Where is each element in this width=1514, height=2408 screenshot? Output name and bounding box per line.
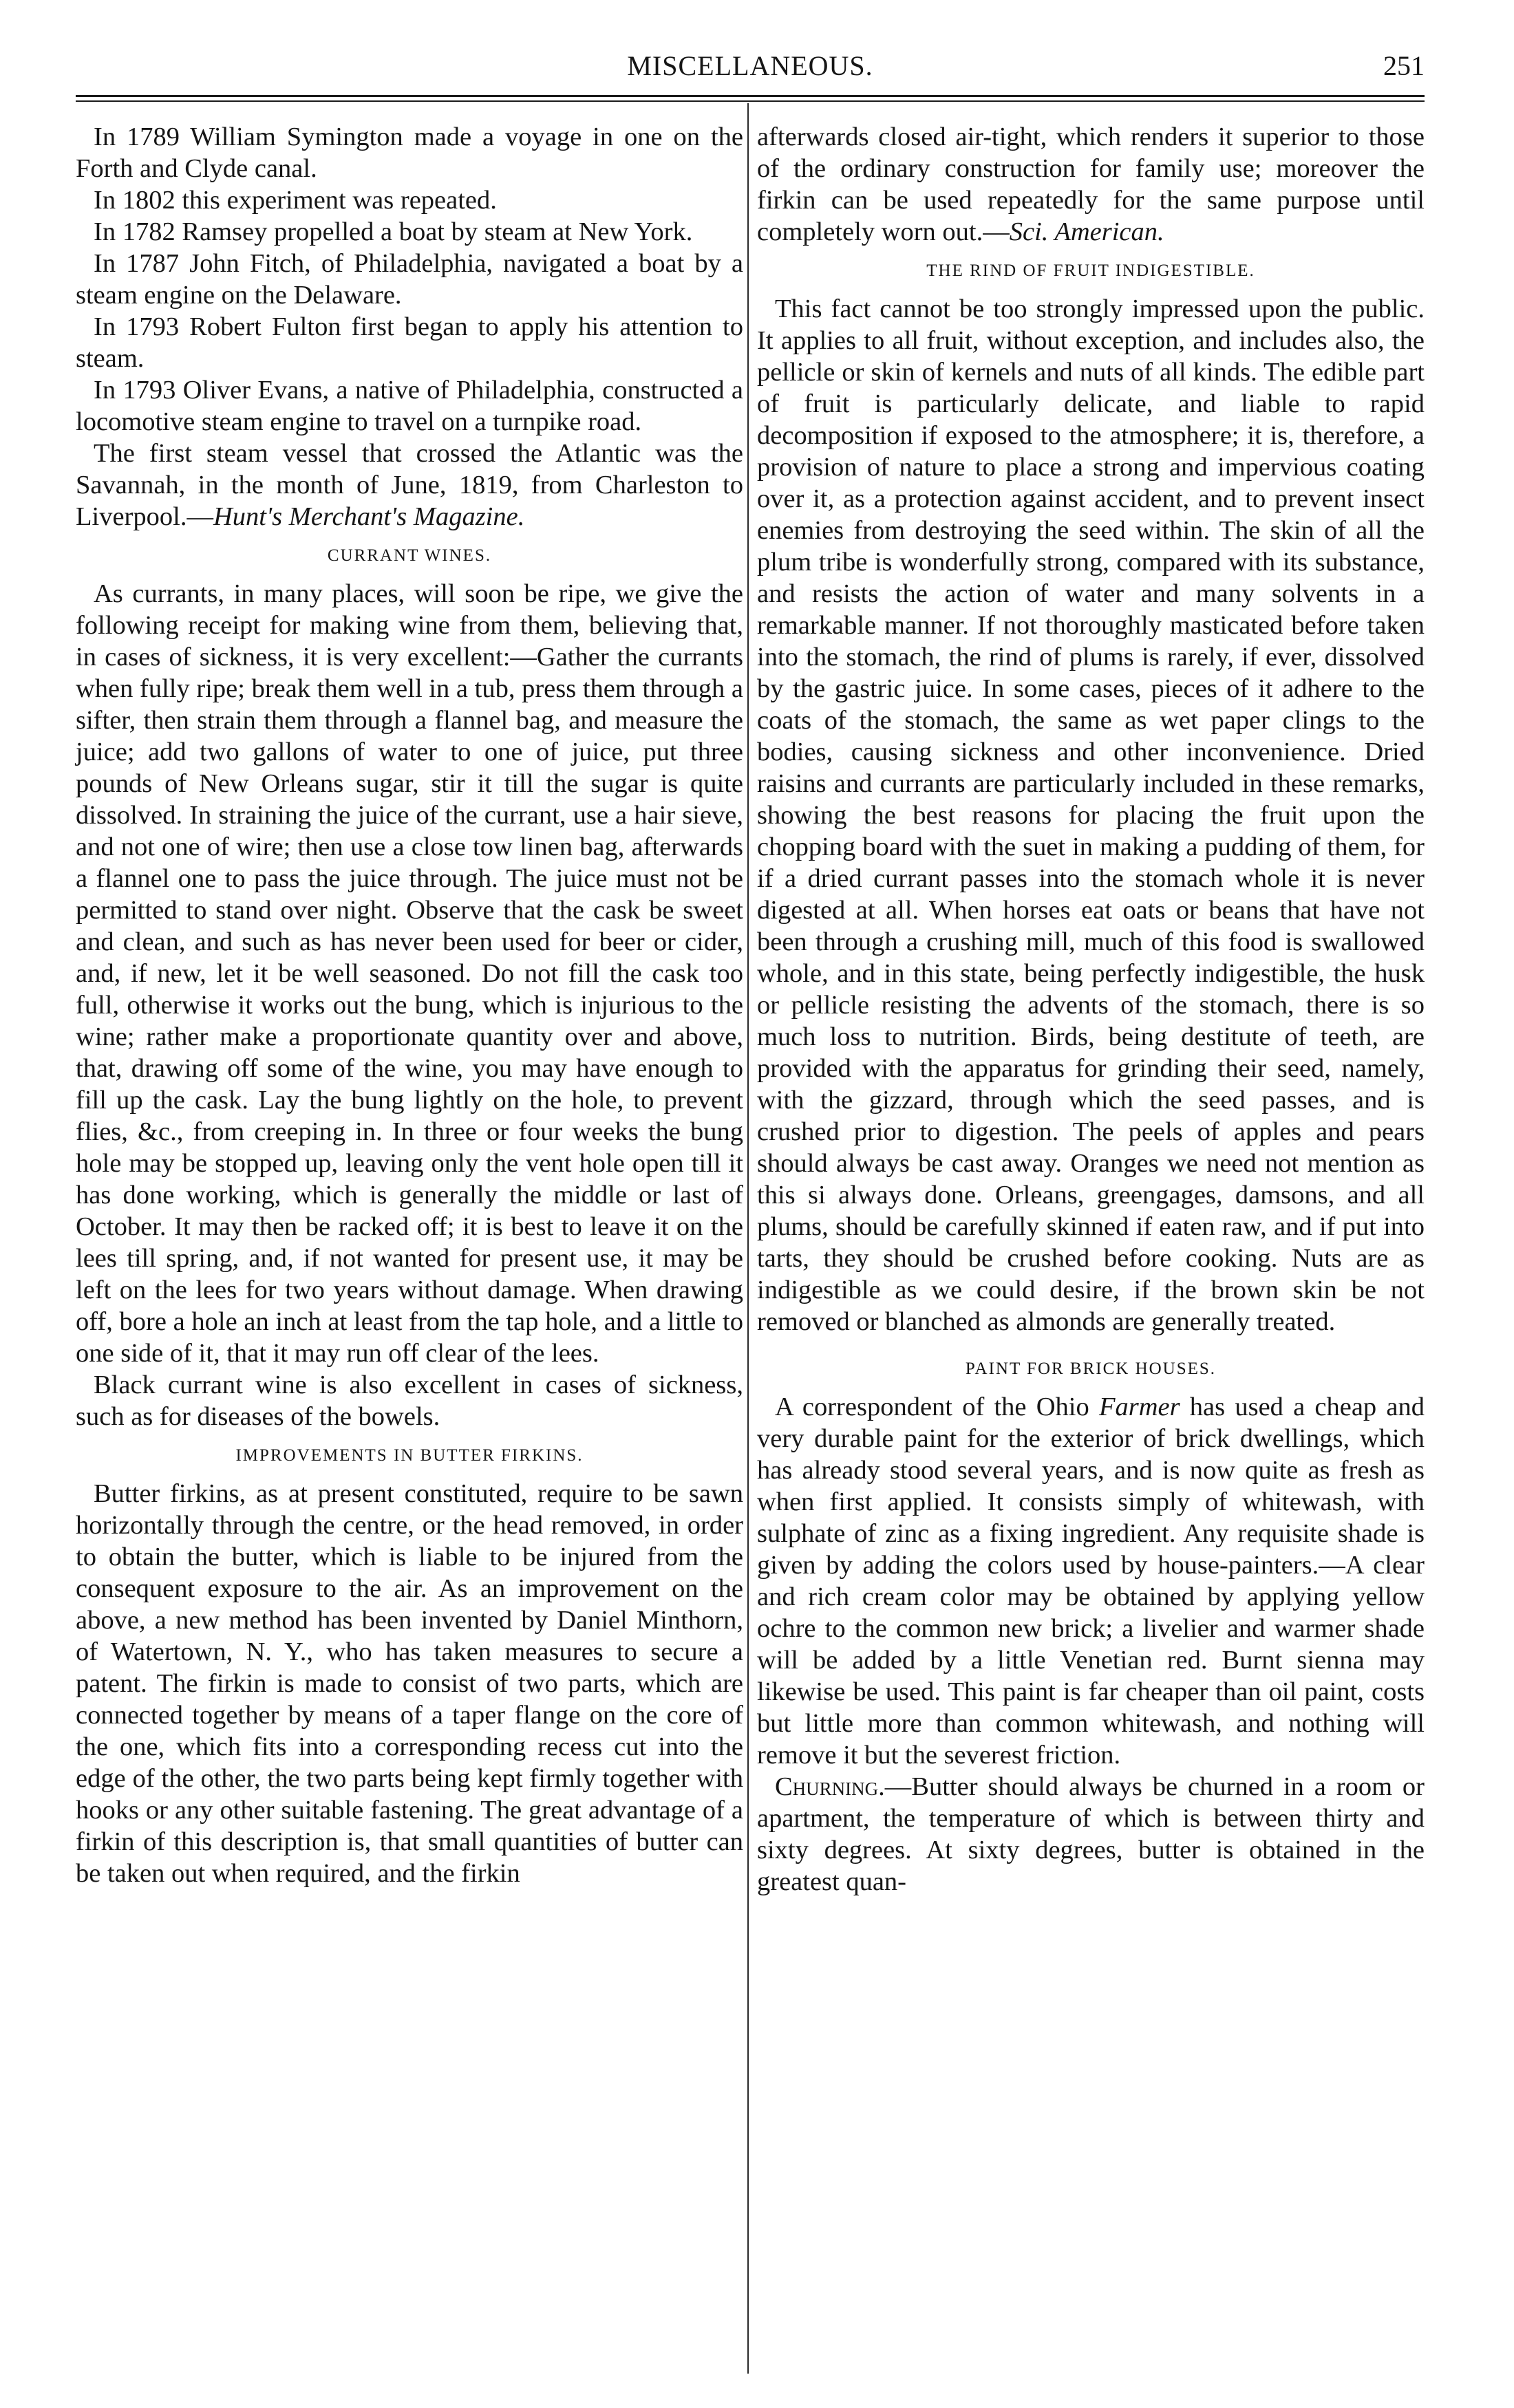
firkin-continuation-paragraph [757,121,1425,248]
header-rule-top [76,95,1425,97]
running-header [76,50,1425,91]
churning-paragraph [757,1771,1425,1898]
steam-history-paragraph: In 1782 Ramsey propelled a boat by steam at New York. [94,217,693,246]
butter-firkins-paragraph: Butter firkins, as at present constituted, require to be sawn horizontally through the centre, or the head removed, in order to obtain the butter, which is liable to be injured from the consequent exposure to the air. As an improvement on the above, a new method has been invented by Daniel Minthorn, of Watertown, N. Y., who has taken measures to secure a patent. The firkin is made to consist of two parts, which are connected together by means of a taper flange on the core of the one, which fits into a corresponding recess cut into the edge of the other, the two parts being kept firmly together with hooks or any other suitable fastening. The great advantage of a firkin of this description is, that small quantities of butter can be taken out when required, and the firkin [76,1479,743,1888]
steam-history-paragraph: In 1793 Oliver Evans, a native of Philadelphia, constructed a locomotive steam engine to travel on a turnpike road. [76,376,743,436]
brick-paint-heading: PAINT FOR BRICK HOUSES. [965,1359,1217,1378]
churning-lead: Churning. [775,1772,885,1801]
churning-text: —Butter should always be churned in a room or apartment, the temperature of which is between thirty and sixty degrees. At sixty degrees, butter is obtained in the greatest quan- [757,1772,1425,1896]
column-divider [747,103,749,2374]
currant-wines-paragraph: As currants, in many places, will soon be ripe, we give the following receipt for making wine from them, believing that, in cases of sickness, it is very excellent:—Gather the currants when fully ripe; break them well in a tub, press them through a sifter, then strain them through a flannel bag, and measure the juice; add two gallons of water to one of juice, put three pounds of New Orleans sugar, stir it till the sugar is quite dissolved. In straining the juice of the currant, use a hair sieve, and not one of wire; then use a close tow linen bag, afterwards a flannel one to pass the juice through. The juice must not be permitted to stand over night. Observe that the cask be sweet and clean, and such as has never been used for beer or cider, and, if new, let it be well seasoned. Do not fill the cask too full, otherwise it works out the bung, which is injurious to the wine; rather make a proportionate quantity over and above, that, drawing off some of the wine, you may have enough to fill up the cask. Lay the bung lightly on the hole, to prevent flies, &c., from creeping in. In three or four weeks the bung hole may be stopped up, leaving only the vent hole open till it has done working, which is generally the middle or last of October. It may then be racked off; it is best to leave it on the lees till spring, and, if not wanted for present use, it may be left on the lees for two years without damage. When drawing off, bore a hole an inch at least from the tap hole, and a little to one side of it, that it may run off clear of the lees. [76,579,743,1368]
left-column [76,121,743,1889]
ohio-farmer-title: Farmer [1098,1393,1180,1421]
brick-paint-text-rest: has used a cheap and very durable paint for the exterior of brick dwellings, which has already stood several years, and is now quite as fresh as when first applied. It consists simply of whitewash, with sulphate of zinc as a fixing ingredient. Any requisite shade is given by adding the colors used by house-painters.—A clear and rich cream color may be obtained by applying yellow ochre to the common new brick; a livelier and warmer shade will be added by a little Venetian red. Burnt sienna may likewise be used. This paint is far cheaper than oil paint, costs but little more than common whitewash, and nothing will remove it but the severest friction. [757,1393,1425,1770]
steam-history-paragraph: In 1793 Robert Fulton first began to apply his attention to steam. [76,312,743,373]
page-number: 251 [1383,50,1425,81]
brick-paint-text-start: A correspondent of the Ohio [775,1393,1099,1421]
firkin-source: Sci. American. [1009,217,1164,246]
savannah-source: Hunt's Merchant's Magazine. [213,502,525,531]
right-column [757,121,1425,1898]
steam-history-paragraph: In 1802 this experiment was repeated. [94,186,497,215]
currant-wines-heading: CURRANT WINES. [327,546,492,565]
savannah-paragraph [76,438,743,533]
steam-history-paragraph: In 1787 John Fitch, of Philadelphia, navigated a boat by a steam engine on the Delaware. [76,249,743,310]
savannah-text: The first steam vessel that crossed the Atlantic was the Savannah, in the month of June, 1819, from Charleston to Liverpool.— [76,439,743,531]
black-currant-paragraph: Black currant wine is also excellent in cases of sickness, such as for diseases of the bowels. [76,1370,743,1431]
header-rule-bottom [76,100,1425,102]
fruit-rind-heading: THE RIND OF FRUIT INDIGESTIBLE. [926,261,1255,280]
firkin-continuation-text: afterwards closed air-tight, which renders it superior to those of the ordinary construction for family use; moreover the firkin can be used repeatedly for the same purpose until completely worn out.— [757,122,1425,246]
fruit-rind-paragraph: This fact cannot be too strongly impressed upon the public. It applies to all fruit, without exception, and includes also, the pellicle or skin of kernels and nuts of all kinds. The edible part of fruit is particularly delicate, and liable to rapid decomposition if exposed to the atmosphere; it is, therefore, a provision of nature to place a strong and impervious coating over it, as a protection against accident, and to prevent insect enemies from destroying the seed within. The skin of all the plum tribe is wonderfully strong, compared with its substance, and resists the action of water and many solvents in a remarkable manner. If not thoroughly masticated before taken into the stomach, the rind of plums is rarely, if ever, dissolved by the gastric juice. In some cases, pieces of it adhere to the coats of the stomach, the same as wet paper clings to the bodies, causing sickness and other inconvenience. Dried raisins and currants are particularly included in these remarks, showing the best reasons for placing the fruit upon the chopping board with the suet in making a pudding of them, for if a dried currant passes into the stomach whole it is never digested at all. When horses eat oats or beans that have not been through a crushing mill, much of this food is swallowed whole, and in this state, being perfectly indigestible, the husk or pellicle resisting the advents of the stomach, there is so much loss to nutrition. Birds, being destitute of teeth, are provided with the apparatus for grinding their seed, namely, with the gizzard, through which the seed passes, and is crushed prior to digestion. The peels of apples and pears should always be cast away. Oranges we need not mention as this si always done. Orleans, greengages, damsons, and all plums, should be carefully skinned if eaten raw, and if put into tarts, they should be crushed before cooking. Nuts are as indigestible as we could desire, if the brown skin be not removed or blanched as almonds are generally treated. [757,294,1425,1336]
brick-paint-paragraph [757,1391,1425,1771]
steam-history-paragraph: In 1789 William Symington made a voyage in one on the Forth and Clyde canal. [76,122,743,183]
page-title: MISCELLANEOUS. [627,50,873,81]
butter-firkins-heading: IMPROVEMENTS IN BUTTER FIRKINS. [235,1446,584,1465]
